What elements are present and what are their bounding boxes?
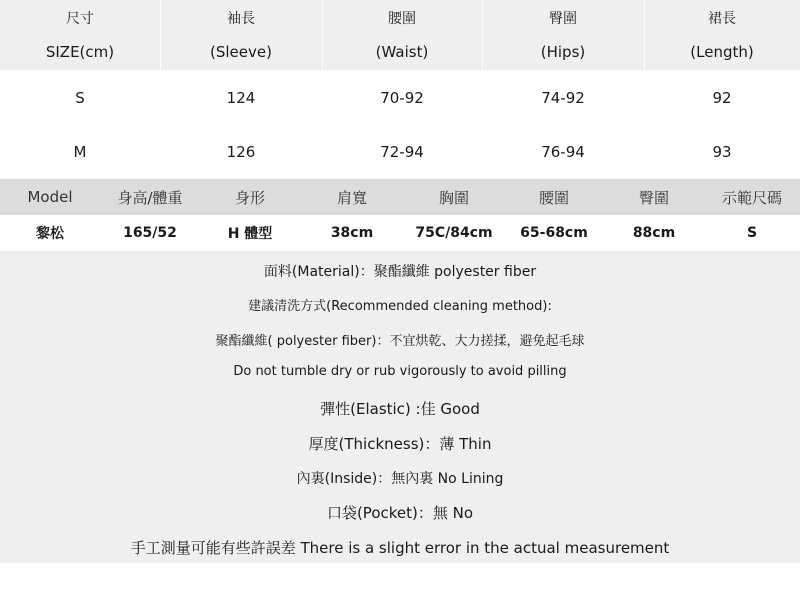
column-divider	[322, 0, 323, 70]
model-waist: 65-68cm	[520, 225, 588, 241]
column-divider	[482, 0, 483, 70]
pocket-text: 口袋(Pocket)：無 No	[326, 504, 474, 522]
length-cell: 92	[712, 89, 732, 107]
model-header-cell: 身形	[234, 188, 265, 207]
size-table-header	[0, 0, 800, 70]
model-header-cell: 示範尺碼	[721, 188, 782, 207]
header-length	[644, 0, 800, 70]
waist-cell: 72-94	[380, 143, 424, 161]
size-row-m	[0, 124, 800, 180]
model-header-cell: 腰圍	[538, 188, 569, 207]
header-size	[0, 0, 160, 70]
model-body-type: H 體型	[227, 226, 273, 242]
model-height-weight: 165/52	[123, 225, 177, 241]
header-sleeve-zh: 袖長	[227, 11, 255, 27]
model-shoulder: 38cm	[330, 225, 374, 241]
header-waist	[322, 0, 482, 70]
header-waist-zh: 腰圍	[388, 11, 416, 27]
material-text: 面料(Material)：聚酯纖維 polyester fiber	[263, 264, 537, 280]
model-header-cell: 身高/體重	[117, 188, 183, 207]
model-table-header	[0, 179, 800, 215]
header-hips-zh: 臀圍	[549, 11, 577, 27]
hips-cell: 74-92	[541, 89, 585, 107]
size-cell: S	[75, 89, 85, 107]
header-length-zh: 裙長	[708, 11, 736, 27]
size-cell: M	[73, 143, 87, 161]
model-name: 黎松	[36, 226, 64, 242]
waist-cell: 70-92	[380, 89, 424, 107]
product-info	[0, 251, 800, 563]
model-header-cell: Model	[27, 188, 73, 206]
model-header-cell: 臀圍	[638, 188, 669, 207]
model-row	[0, 215, 800, 251]
sleeve-cell: 126	[226, 143, 256, 161]
inside-text: 內裏(Inside)：無內裏 No Lining	[296, 471, 504, 487]
header-waist-en: (Waist)	[375, 43, 429, 61]
column-divider	[160, 0, 161, 70]
model-header-cell: 胸圍	[438, 188, 469, 207]
hips-cell: 76-94	[541, 143, 585, 161]
model-hips: 88cm	[632, 225, 676, 241]
length-cell: 93	[712, 143, 732, 161]
model-header-cell: 肩寬	[336, 188, 367, 207]
cleaning-zh: 聚酯纖維( polyester fiber)：不宜烘乾、大力搓揉，避免起毛球	[215, 334, 585, 349]
header-hips	[482, 0, 644, 70]
header-sleeve	[160, 0, 322, 70]
header-size-zh: 尺寸	[66, 11, 94, 27]
thickness-text: 厚度(Thickness)：薄 Thin	[308, 435, 492, 453]
elastic-text: 彈性(Elastic) :佳 Good	[320, 400, 480, 418]
column-divider	[644, 0, 645, 70]
cleaning-title: 建議清洗方式(Recommended cleaning method):	[248, 299, 552, 314]
sleeve-cell: 124	[226, 89, 256, 107]
measurement-note: 手工測量可能有些許誤差 There is a slight error in the actual measurement	[130, 539, 670, 557]
cleaning-en: Do not tumble dry or rub vigorously to avoid pilling	[233, 364, 567, 379]
model-bust: 75C/84cm	[415, 225, 493, 241]
header-length-en: (Length)	[690, 43, 754, 61]
header-sleeve-en: (Sleeve)	[210, 43, 272, 61]
header-hips-en: (Hips)	[540, 43, 586, 61]
model-size: S	[746, 225, 758, 241]
size-row-s	[0, 70, 800, 126]
header-size-en: SIZE(cm)	[45, 43, 115, 61]
